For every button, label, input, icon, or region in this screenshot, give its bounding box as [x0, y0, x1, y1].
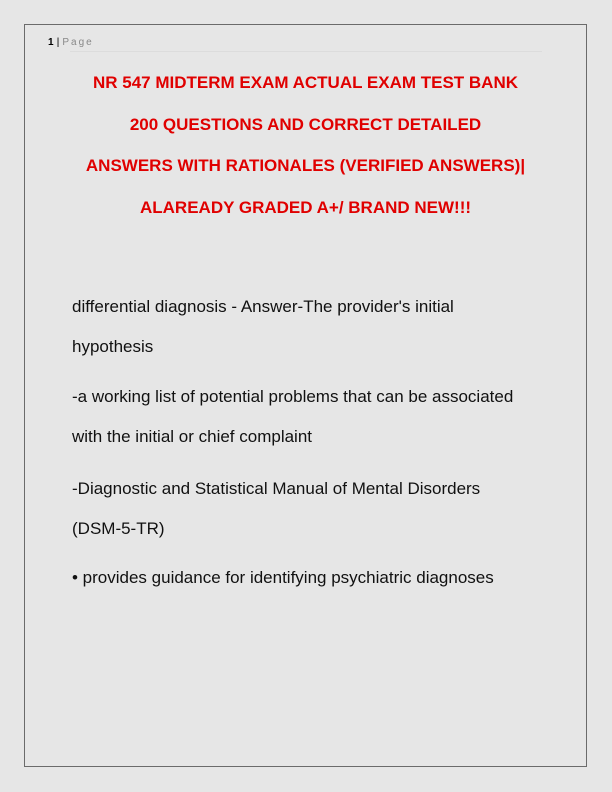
body-line: differential diagnosis - Answer-The provider's initial — [72, 297, 454, 316]
page-header — [48, 37, 94, 48]
body-line: • provides guidance for identifying psychiatric diagnoses — [72, 568, 494, 587]
body-line: with the initial or chief complaint — [72, 427, 313, 446]
page-separator: | — [56, 37, 60, 48]
title-line: ANSWERS WITH RATIONALES (VERIFIED ANSWERS)| — [85, 156, 526, 175]
header-divider — [70, 51, 542, 52]
body-line: (DSM-5-TR) — [72, 519, 165, 538]
page-label: Page — [62, 37, 94, 48]
body-line: -Diagnostic and Statistical Manual of Mental Disorders — [72, 479, 481, 498]
body-line: hypothesis — [72, 337, 154, 356]
body-line: -a working list of potential problems that can be associated — [72, 387, 514, 406]
page-number: 1 — [48, 37, 54, 48]
title-line: ALAREADY GRADED A+/ BRAND NEW!!! — [139, 198, 472, 217]
title-line: 200 QUESTIONS AND CORRECT DETAILED — [129, 115, 482, 134]
title-line: NR 547 MIDTERM EXAM ACTUAL EXAM TEST BANK — [92, 73, 519, 92]
